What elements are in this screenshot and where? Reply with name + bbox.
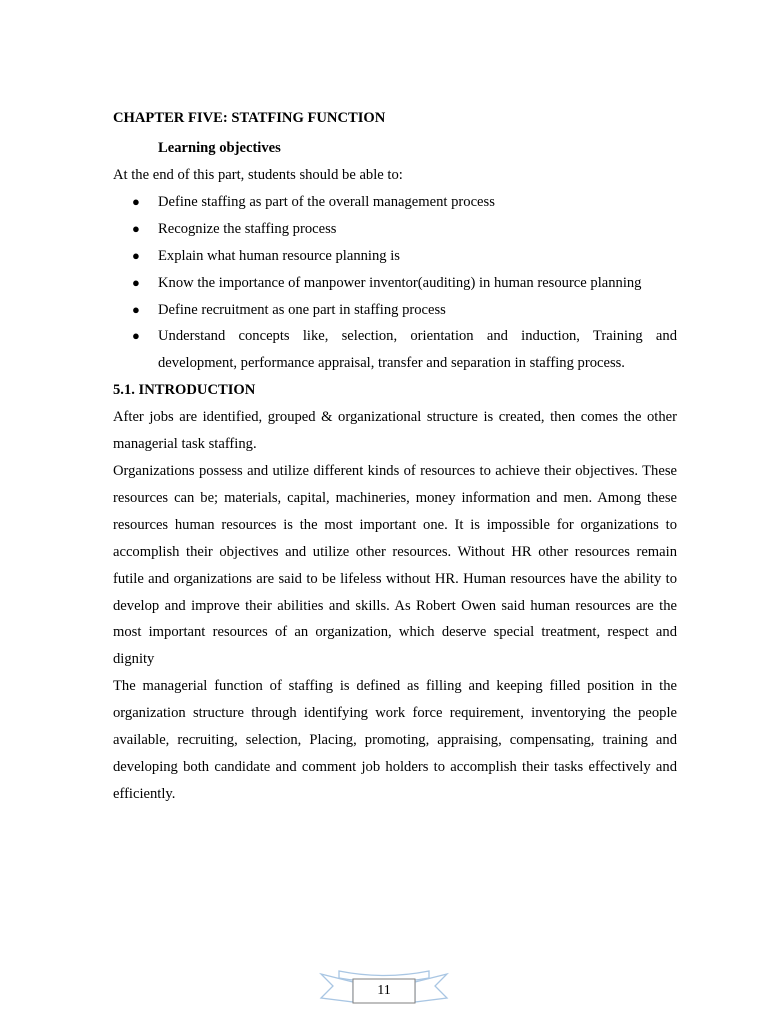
list-item	[113, 323, 677, 377]
learning-objectives-heading: Learning objectives	[158, 140, 281, 156]
bullet-icon: ●	[132, 193, 140, 209]
bullet-icon: ●	[132, 247, 140, 263]
bullet-icon: ●	[132, 274, 140, 290]
document-page	[113, 106, 677, 808]
list-item	[113, 297, 677, 324]
objectives-intro: At the end of this part, students should be able to:	[113, 167, 403, 183]
list-item	[113, 270, 677, 297]
list-item-text: Understand concepts like, selection, orientation and induction, Training and development, performance appraisal, transfer and separation in staffing process.	[158, 328, 677, 372]
paragraph: The managerial function of staffing is defined as filling and keeping filled position in the organization structure through identifying work force requirement, inventorying the people available, recruiting, selection, Placing, promoting, appraising, compensating, training and developing both candidate and comment job holders to accomplish their tasks effectively and efficiently.	[113, 678, 677, 802]
page-footer	[319, 968, 449, 1008]
paragraph: Organizations possess and utilize different kinds of resources to achieve their objectives. These resources can be; materials, capital, machineries, money information and men. Among these resources human resources is the most important one. It is impossible for organizations to accomplish their objectives and utilize other resources. Without HR other resources remain futile and organizations are said to be lifeless without HR. Human resources have the ability to develop and improve their abilities and skills. As Robert Owen said human resources are the most important resources of an organization, which deserve special treatment, respect and dignity	[113, 462, 677, 668]
list-item	[113, 243, 677, 270]
objectives-list	[113, 189, 677, 377]
list-item	[113, 216, 677, 243]
page-number: 11	[377, 983, 391, 998]
bullet-icon: ●	[132, 220, 140, 236]
list-item	[113, 189, 677, 216]
bullet-icon: ●	[132, 328, 140, 344]
list-item-text: Explain what human resource planning is	[158, 247, 400, 264]
paragraph: After jobs are identified, grouped & organizational structure is created, then comes the other managerial task staffing.	[113, 409, 677, 453]
list-item-text: Know the importance of manpower inventor(auditing) in human resource planning	[158, 274, 642, 291]
section-heading: 5.1. INTRODUCTION	[113, 382, 256, 399]
list-item-text: Recognize the staffing process	[158, 220, 337, 237]
list-item-text: Define staffing as part of the overall management process	[158, 193, 495, 210]
list-item-text: Define recruitment as one part in staffing process	[158, 301, 446, 318]
chapter-title: CHAPTER FIVE: STATFING FUNCTION	[113, 110, 386, 126]
bullet-icon: ●	[132, 301, 140, 317]
